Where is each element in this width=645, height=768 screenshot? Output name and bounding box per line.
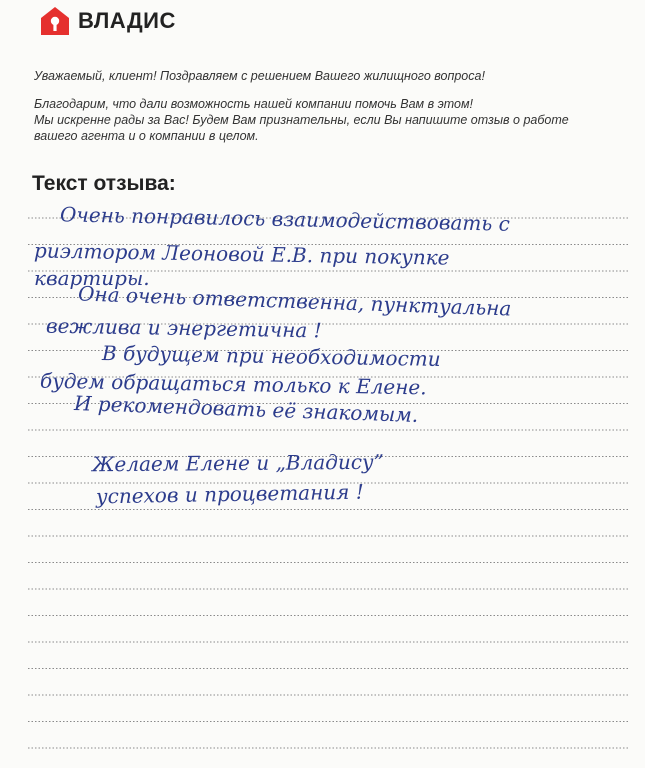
- intro-request: Мы искренне рады за Вас! Будем Вам признательны, если Вы напишите отзыв о работе: [34, 113, 569, 127]
- handwritten-line: Очень понравилось взаимодействовать с: [59, 202, 511, 236]
- review-heading: Текст отзыва:: [32, 172, 176, 195]
- handwritten-line: Она очень ответственна, пунктуальна: [77, 281, 512, 321]
- handwritten-line: вежлива и энергетична !: [45, 313, 322, 343]
- intro-greeting: Уважаемый, клиент! Поздравляем с решением Вашего жилищного вопроса!: [34, 69, 485, 83]
- handwritten-line: будем обращаться только к Елене.: [39, 368, 427, 400]
- intro-thanks: Благодарим, что дали возможность нашей компании помочь Вам в этом!: [34, 97, 474, 111]
- handwritten-line: И рекомендовать её знакомым.: [73, 390, 419, 428]
- handwritten-line: В будущем при необходимости: [101, 341, 441, 371]
- handwritten-line: риэлтором Леоновой Е.В. при покупке: [33, 238, 450, 270]
- brand-name: ВЛАДИС: [78, 8, 176, 33]
- handwritten-line: квартиры.: [34, 266, 150, 290]
- handwritten-line: успехов и процветания !: [95, 479, 365, 509]
- handwritten-line: Желаем Елене и „Владису”: [91, 449, 384, 477]
- intro-request-cont: вашего агента и о компании в целом.: [34, 129, 259, 143]
